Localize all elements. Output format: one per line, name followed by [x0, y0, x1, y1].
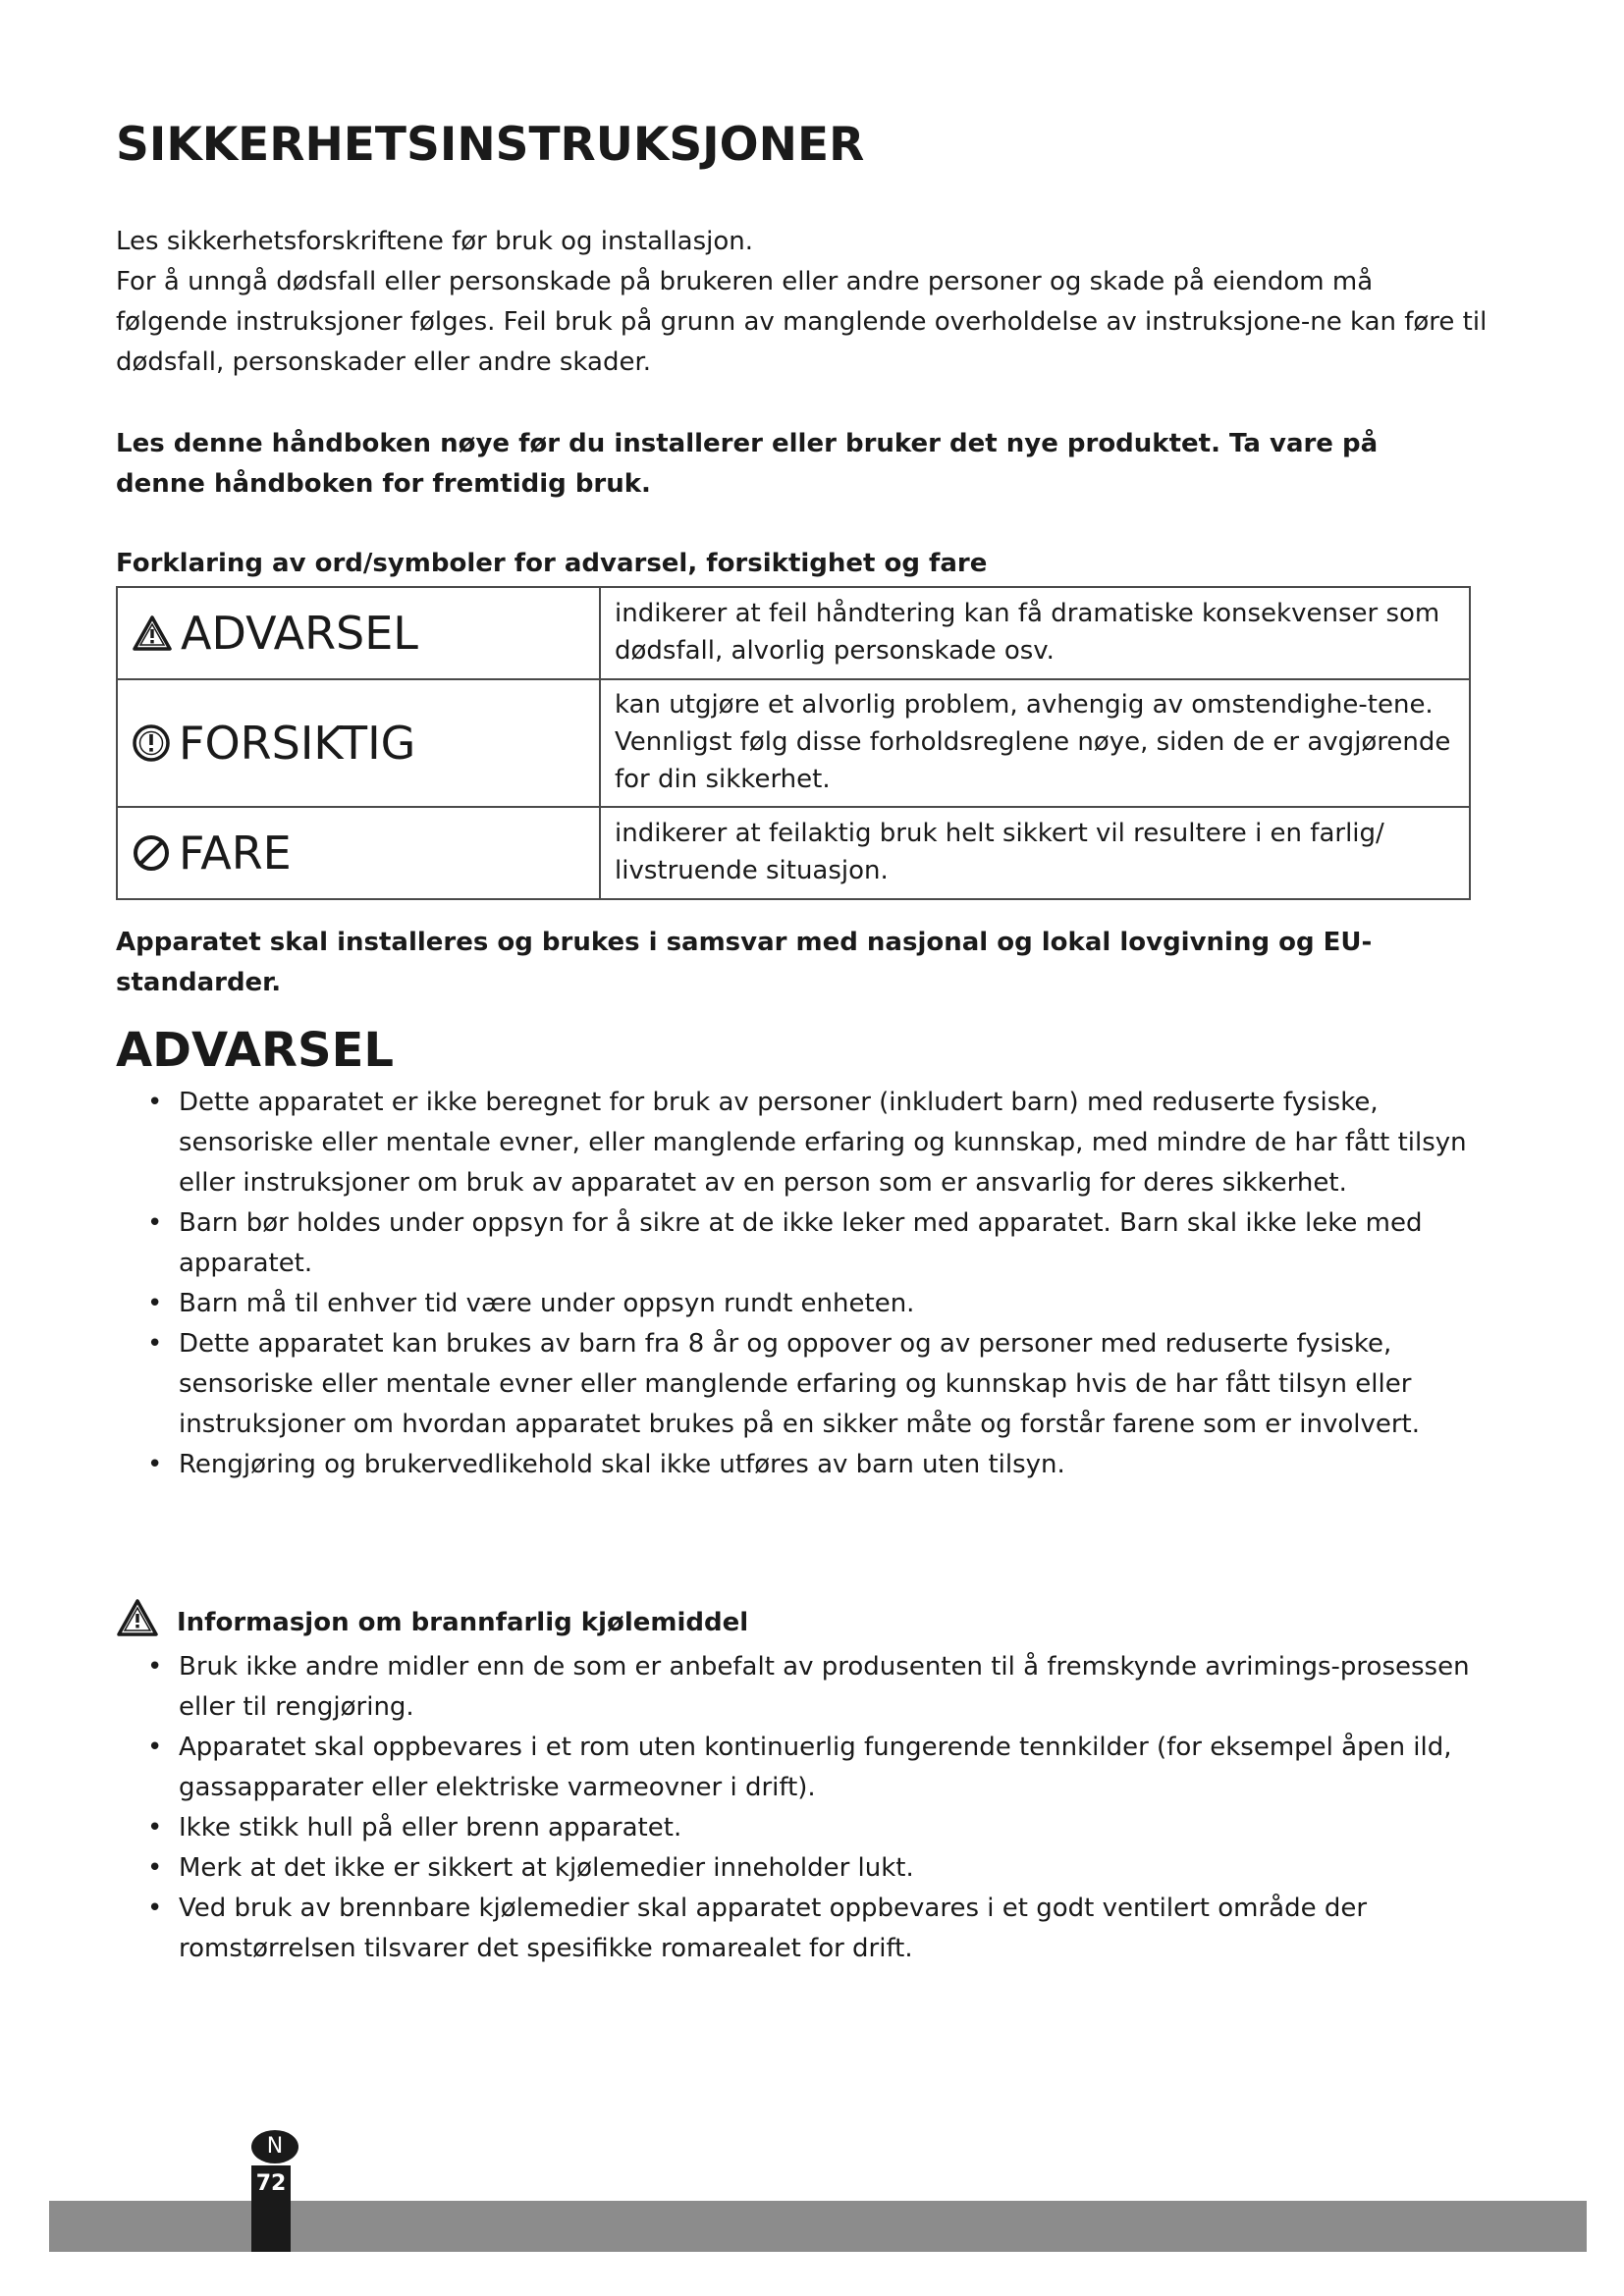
- list-item: • Dette apparatet er ikke beregnet for bruk av personer (inkludert barn) med reduserte fysiske, sensoriske eller mentale evner, eller manglende erfaring og kunnskap, med mindre de har fått tilsyn eller instruksjoner om bruk av apparatet av en person som er ansvarlig for deres sikkerhet.: [147, 1088, 1467, 1198]
- prohibited-icon: [132, 833, 171, 873]
- list-item: • Ved bruk av brennbare kjølemedier skal apparatet oppbevares i et godt ventilert område der romstørrelsen tilsvarer det spesifikke romarealet for drift.: [147, 1894, 1368, 1963]
- desc-fare: indikerer at feilaktig bruk helt sikkert vil resultere i en farlig/ livstruende situasjon.: [600, 807, 1470, 899]
- warning-triangle-icon: [132, 614, 173, 652]
- list-item: • Barn må til enhver tid være under oppsyn rundt enheten.: [147, 1289, 915, 1318]
- symbol-table: [116, 586, 1471, 900]
- manual-note: Les denne håndboken nøye før du installerer eller bruker det nye produktet. Ta vare på denne håndboken for fremtidig bruk.: [116, 429, 1379, 499]
- term-forsiktig: FORSIKTIG: [179, 717, 416, 770]
- symbol-row-fare: [117, 807, 1470, 899]
- warning-list: [116, 1083, 1490, 1485]
- desc-forsiktig: kan utgjøre et alvorlig problem, avhengig av omstendighe-tene. Vennligst følg disse forholdsreglene nøye, siden de er avgjørende for din sikkerhet.: [600, 679, 1470, 807]
- symbol-row-advarsel: [117, 587, 1470, 679]
- list-item: • Rengjøring og brukervedlikehold skal ikke utføres av barn uten tilsyn.: [147, 1450, 1065, 1479]
- list-item: • Apparatet skal oppbevares i et rom uten kontinuerlig fungerende tennkilder (for eksempel åpen ild, gassapparater eller elektriske varmeovner i drift).: [147, 1733, 1452, 1802]
- desc-advarsel: indikerer at feil håndtering kan få dramatiske konsekvenser som dødsfall, alvorlig personskade osv.: [600, 587, 1470, 679]
- refrigerant-heading: [116, 1598, 748, 1637]
- caution-circle-icon: [132, 723, 171, 763]
- intro-line-2: For å unngå dødsfall eller personskade på brukeren eller andre personer og skade på eiendom må følgende instruksjoner følges. Feil bruk på grunn av manglende overholdelse av instruksjone-ne kan føre til dødsfall, personskader eller andre skader.: [116, 267, 1488, 377]
- term-fare: FARE: [179, 827, 292, 880]
- refrigerant-list: [116, 1647, 1490, 1969]
- language-badge: N: [251, 2130, 298, 2163]
- symbols-heading: Forklaring av ord/symboler for advarsel, forsiktighet og fare: [116, 549, 988, 578]
- list-item: • Merk at det ikke er sikkert at kjølemedier inneholder lukt.: [147, 1853, 914, 1883]
- warning-heading: ADVARSEL: [116, 1023, 394, 1078]
- page-title: SIKKERHETSINSTRUKSJONER: [116, 118, 865, 172]
- list-item: • Dette apparatet kan brukes av barn fra 8 år og oppover og av personer med reduserte fysiske, sensoriske eller mentale evner eller manglende erfaring og kunnskap hvis de har fått tilsyn eller instruksjoner om hvordan apparatet brukes på en sikker måte og forstår farene som er involvert.: [147, 1329, 1421, 1439]
- list-item: • Bruk ikke andre midler enn de som er anbefalt av produsenten til å fremskynde avrimings-prosessen eller til rengjøring.: [147, 1652, 1470, 1722]
- term-advarsel: ADVARSEL: [181, 607, 418, 660]
- list-item: • Barn bør holdes under oppsyn for å sikre at de ikke leker med apparatet. Barn skal ikke leke med apparatet.: [147, 1208, 1423, 1278]
- symbol-row-forsiktig: [117, 679, 1470, 807]
- page-number: 72: [251, 2165, 291, 2252]
- intro-text: [116, 222, 1490, 383]
- refrigerant-heading-text: Informasjon om brannfarlig kjølemiddel: [177, 1608, 749, 1637]
- intro-line-1: Les sikkerhetsforskriftene før bruk og installasjon.: [116, 227, 753, 256]
- list-item: • Ikke stikk hull på eller brenn apparatet.: [147, 1813, 682, 1842]
- flammable-warning-icon: [116, 1598, 159, 1637]
- compliance-note: Apparatet skal installeres og brukes i samsvar med nasjonal og lokal lovgivning og EU-standarder.: [116, 928, 1373, 997]
